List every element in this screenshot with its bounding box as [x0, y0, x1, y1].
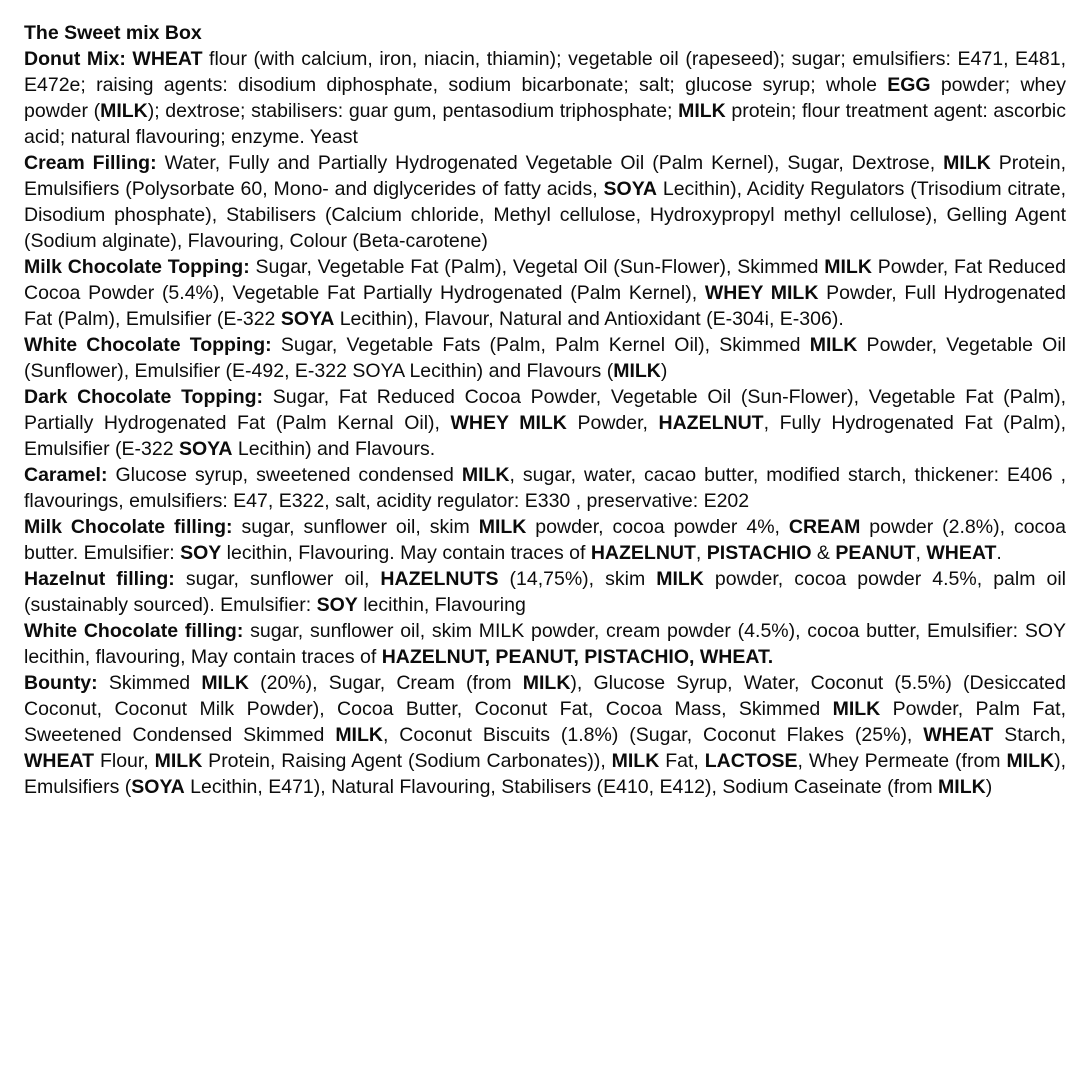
allergen-emphasis: MILK — [522, 672, 571, 694]
ingredient-text: ) — [985, 776, 993, 798]
allergen-emphasis: MILK — [100, 100, 148, 122]
ingredient-text: protein; flour treatment agent: ascorbic acid; natural flavouring; enzyme. Yeast — [24, 100, 1066, 148]
ingredient-sections — [24, 46, 1066, 800]
allergen-emphasis: Caramel: — [24, 464, 108, 486]
ingredient-text: Protein, Emulsifiers (Polysorbate 60, Mono- and diglycerides of fatty acids, — [24, 152, 1066, 200]
ingredient-text: , sugar, water, cacao butter, modified starch, thickener: E406 , flavourings, emulsifiers: E47, E322, salt, acidity regulator: E330 , preservative: E202 — [24, 464, 1066, 512]
allergen-emphasis: MILK — [809, 334, 858, 356]
ingredient-section-donut-mix — [24, 46, 1066, 150]
allergen-emphasis: MILK — [1006, 750, 1055, 772]
allergen-emphasis: MILK — [938, 776, 986, 798]
ingredient-text: Powder, Fat Reduced Cocoa Powder (5.4%), Vegetable Fat Partially Hydrogenated (Palm Kernel), — [24, 256, 1066, 304]
allergen-emphasis: WHEAT — [24, 750, 95, 772]
allergen-emphasis: WHEAT — [926, 542, 997, 564]
ingredient-text: Powder, — [566, 412, 659, 434]
ingredient-text: sugar, sunflower oil, skim MILK powder, cream powder (4.5%), cocoa butter, Emulsifier: SOY lecithin, flavouring, May contain traces of — [24, 620, 1066, 668]
ingredient-text: Sugar, Fat Reduced Cocoa Powder, Vegetable Oil (Sun-Flower), Vegetable Fat (Palm), Partially Hydrogenated Fat (Palm Kernal Oil), — [24, 386, 1066, 434]
ingredient-text: & — [811, 542, 836, 564]
page-title: The Sweet mix Box — [24, 22, 202, 44]
allergen-emphasis: White Chocolate filling: — [24, 620, 244, 642]
allergen-emphasis: SOY — [316, 594, 358, 616]
ingredient-text: sugar, sunflower oil, — [174, 568, 381, 590]
allergen-emphasis: Milk Chocolate filling: — [24, 516, 233, 538]
ingredient-section-white-chocolate-filling — [24, 618, 1066, 670]
allergen-emphasis: MILK — [678, 100, 726, 122]
allergen-emphasis: WHEAT — [923, 724, 994, 746]
ingredient-text: Water, Fully and Partially Hydrogenated Vegetable Oil (Palm Kernel), Sugar, Dextrose, — [156, 152, 944, 174]
ingredient-text: Flour, — [94, 750, 155, 772]
allergen-emphasis: MILK — [478, 516, 527, 538]
allergen-emphasis: MILK — [461, 464, 510, 486]
ingredient-section-milk-chocolate-topping — [24, 254, 1066, 332]
ingredient-text: , Fully Hydrogenated Fat (Palm), Emulsifier (E-322 — [24, 412, 1066, 460]
allergen-emphasis: White Chocolate Topping: — [24, 334, 272, 356]
ingredient-text: , Whey Permeate (from — [797, 750, 1007, 772]
ingredient-text: lecithin, Flavouring — [357, 594, 526, 616]
ingredient-text: Lecithin, E471), Natural Flavouring, Stabilisers (E410, E412), Sodium Caseinate (from — [184, 776, 939, 798]
ingredient-text: Powder, Full Hydrogenated Fat (Palm), Emulsifier (E-322 — [24, 282, 1067, 330]
allergen-emphasis: PEANUT — [835, 542, 916, 564]
ingredient-text: Sugar, Vegetable Fats (Palm, Palm Kernel Oil), Skimmed — [271, 334, 810, 356]
ingredient-text: powder (2.8%), cocoa butter. Emulsifier: — [24, 516, 1066, 564]
ingredient-text: . — [996, 542, 1002, 564]
ingredient-section-bounty — [24, 670, 1066, 800]
allergen-emphasis: Milk Chocolate Topping: — [24, 256, 250, 278]
ingredient-text: Skimmed — [97, 672, 202, 694]
ingredient-text: ), Emulsifiers ( — [24, 750, 1067, 798]
ingredient-text: (20%), Sugar, Cream (from — [248, 672, 523, 694]
allergen-emphasis: CREAM — [788, 516, 861, 538]
ingredient-text: powder, cocoa powder 4.5%, palm oil (sustainably sourced). Emulsifier: — [24, 568, 1066, 616]
allergen-emphasis: MILK — [656, 568, 704, 590]
allergen-emphasis: HAZELNUT, PEANUT, PISTACHIO, WHEAT. — [381, 646, 774, 668]
ingredient-text: Lecithin), Acidity Regulators (Trisodium citrate, Disodium phosphate), Stabilisers (Calcium chloride, Methyl cellulose, Hydroxypropyl methyl cellulose), Gelling Agent (Sodium alginate), Flavouring, Colour (Beta-carotene) — [24, 178, 1066, 252]
ingredient-text: Powder, Vegetable Oil (Sunflower), Emulsifier (E-492, E-322 SOYA Lecithin) and Flavours ( — [24, 334, 1067, 382]
ingredient-text: Glucose syrup, sweetened condensed — [107, 464, 462, 486]
ingredient-section-hazelnut-filling — [24, 566, 1066, 618]
allergen-emphasis: PISTACHIO — [706, 542, 812, 564]
ingredient-text: ), Glucose Syrup, Water, Coconut (5.5%) (Desiccated Coconut, Coconut Milk Powder), Cocoa Butter, Coconut Fat, Cocoa Mass, Skimmed — [24, 672, 1066, 720]
ingredient-text: Lecithin), Flavour, Natural and Antioxidant (E-304i, E-306). — [334, 308, 844, 330]
ingredient-section-milk-chocolate-filling — [24, 514, 1066, 566]
allergen-emphasis: Donut Mix: WHEAT — [24, 48, 203, 70]
ingredient-text: Sugar, Vegetable Fat (Palm), Vegetal Oil (Sun-Flower), Skimmed — [249, 256, 825, 278]
allergen-emphasis: SOYA — [280, 308, 335, 330]
allergen-emphasis: Hazelnut filling: — [24, 568, 175, 590]
allergen-emphasis: HAZELNUT — [590, 542, 696, 564]
allergen-emphasis: MILK — [824, 256, 872, 278]
ingredient-section-white-chocolate-topping — [24, 332, 1066, 384]
allergen-emphasis: WHEY MILK — [704, 282, 819, 304]
ingredient-text: lecithin, Flavouring. May contain traces of — [221, 542, 591, 564]
ingredient-text: ) — [660, 360, 668, 382]
ingredient-text: , — [915, 542, 927, 564]
allergen-emphasis: SOYA — [131, 776, 185, 798]
allergen-emphasis: MILK — [943, 152, 991, 174]
ingredient-section-caramel — [24, 462, 1066, 514]
ingredient-text: Lecithin) and Flavours. — [232, 438, 436, 460]
allergen-emphasis: HAZELNUT — [658, 412, 764, 434]
ingredient-text: Protein, Raising Agent (Sodium Carbonates)), — [202, 750, 612, 772]
allergen-emphasis: SOYA — [178, 438, 233, 460]
ingredient-text: ); dextrose; stabilisers: guar gum, pentasodium triphosphate; — [147, 100, 679, 122]
allergen-emphasis: EGG — [887, 74, 931, 96]
ingredient-text: Powder, Palm Fat, Sweetened Condensed Skimmed — [24, 698, 1066, 746]
ingredient-text: , — [695, 542, 707, 564]
ingredient-text: Fat, — [659, 750, 705, 772]
allergen-emphasis: Bounty: — [24, 672, 98, 694]
allergen-emphasis: SOY — [180, 542, 222, 564]
allergen-emphasis: MILK — [201, 672, 249, 694]
ingredient-section-cream-filling — [24, 150, 1066, 254]
allergen-emphasis: MILK — [154, 750, 203, 772]
allergen-emphasis: HAZELNUTS — [380, 568, 499, 590]
allergen-emphasis: Dark Chocolate Topping: — [24, 386, 264, 408]
allergen-emphasis: MILK — [611, 750, 660, 772]
ingredient-text: Starch, — [993, 724, 1066, 746]
allergen-emphasis: WHEY MILK — [450, 412, 567, 434]
ingredient-section-dark-chocolate-topping — [24, 384, 1066, 462]
allergen-emphasis: Cream Filling: — [24, 152, 157, 174]
ingredient-text: powder; whey powder ( — [24, 74, 1066, 122]
allergen-emphasis: MILK — [335, 724, 383, 746]
allergen-emphasis: LACTOSE — [704, 750, 798, 772]
ingredient-text: flour (with calcium, iron, niacin, thiamin); vegetable oil (rapeseed); sugar; emulsifiers: E471, E481, E472e; raising agents: disodium diphosphate, sodium bicarbonate; salt; glucose syrup; whole — [24, 48, 1067, 96]
ingredient-text: sugar, sunflower oil, skim — [232, 516, 479, 538]
ingredient-text: (14,75%), skim — [498, 568, 657, 590]
ingredient-text: , Coconut Biscuits (1.8%) (Sugar, Coconut Flakes (25%), — [382, 724, 924, 746]
allergen-emphasis: SOYA — [603, 178, 657, 200]
ingredient-text: powder, cocoa powder 4%, — [526, 516, 789, 538]
allergen-emphasis: MILK — [613, 360, 661, 382]
allergen-emphasis: MILK — [832, 698, 881, 720]
